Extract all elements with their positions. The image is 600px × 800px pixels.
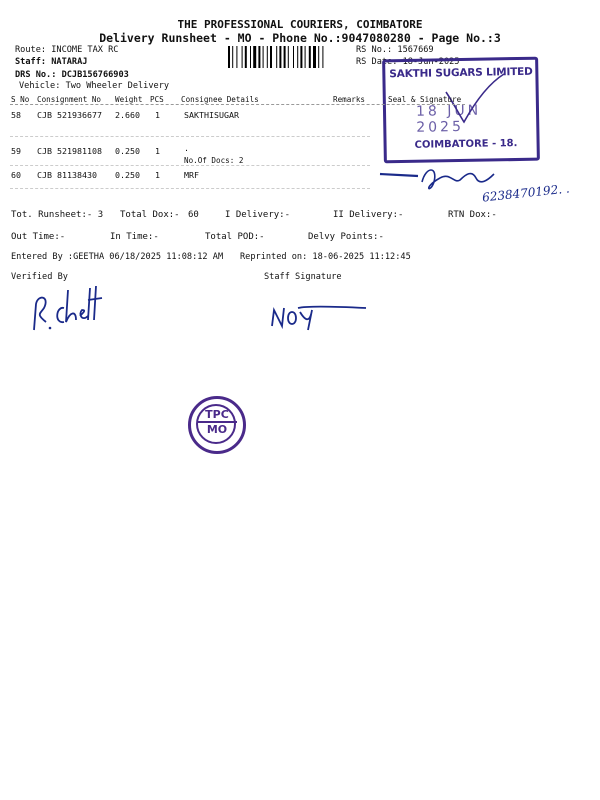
vehicle: Vehicle: Two Wheeler Delivery [19, 81, 170, 91]
table-row-doc-count: No.Of Docs: 2 [184, 156, 244, 165]
rtn-dox: RTN Dox:- [448, 210, 497, 220]
table-row-consignment: CJB 81138430 [37, 170, 97, 180]
row-divider [10, 188, 370, 189]
company-name: THE PROFESSIONAL COURIERS, COIMBATORE [177, 18, 423, 31]
route: Route: INCOME TAX RC [15, 45, 119, 55]
row-divider [10, 136, 370, 137]
header-divider [10, 104, 465, 105]
table-row-weight: 2.660 [115, 110, 140, 120]
barcode [228, 46, 348, 68]
runsheet-title: Delivery Runsheet - MO - Phone No.:9047080280 - Page No.:3 [99, 31, 501, 45]
rs-number: RS No.: 1567669 [356, 45, 434, 55]
col-consignee: Consignee Details [181, 95, 259, 104]
col-remarks: Remarks [333, 95, 366, 104]
out-time: Out Time:- [11, 232, 66, 242]
col-pcs: PCS [150, 95, 164, 104]
staff-signature [266, 296, 376, 332]
col-seal-signature: Seal & Signature [388, 95, 462, 104]
col-sno: S No [11, 95, 30, 104]
delivery-points: Delvy Points:- [308, 232, 384, 242]
table-row-pcs: 1 [155, 146, 160, 156]
table-row-pcs: 1 [155, 170, 160, 180]
table-row-consignee: MRF [184, 170, 199, 180]
table-row-consignee: SAKTHISUGAR [184, 110, 239, 120]
drs-number: DRS No.: DCJB156766903 [15, 70, 129, 80]
stamp-city: COIMBATORE - 18. [414, 138, 518, 151]
total-dox-value: 60 [188, 210, 199, 220]
tpc-round-stamp [188, 396, 246, 454]
verified-by-label: Verified By [11, 272, 68, 282]
first-delivery: I Delivery:- [225, 210, 291, 220]
total-runsheet: Tot. Runsheet:- 3 [11, 210, 104, 220]
total-dox-label: Total Dox:- [120, 210, 180, 220]
second-delivery: II Delivery:- [333, 210, 404, 220]
tpc-stamp-text: TPC [205, 408, 229, 421]
verifier-signature [28, 282, 108, 334]
table-row-weight: 0.250 [115, 146, 140, 156]
stamp-date: 18 JUN 2025 [415, 102, 482, 136]
in-time: In Time:- [110, 232, 159, 242]
staff: Staff: NATARAJ [15, 57, 88, 67]
tpc-stamp-code: MO [206, 423, 228, 436]
col-weight: Weight [115, 95, 143, 104]
col-consignment: Consignment No [37, 95, 102, 104]
table-row-consignment: CJB 521936677 [37, 110, 102, 120]
rs-date: RS Date: 18-Jun-2025 [356, 57, 460, 67]
table-row-sno: 58 [11, 110, 21, 120]
table-row-weight: 0.250 [115, 170, 140, 180]
stamp-company-name: SAKTHI SUGARS LIMITED [389, 65, 533, 81]
table-row-consignee: . [184, 143, 189, 153]
total-pod: Total POD:- [205, 232, 265, 242]
table-row-sno: 60 [11, 170, 21, 180]
reprinted-on: Reprinted on: 18-06-2025 11:12:45 [240, 252, 411, 262]
table-row-consignment: CJB 521981108 [37, 146, 102, 156]
table-row-pcs: 1 [155, 110, 160, 120]
table-row-sno: 59 [11, 146, 21, 156]
row-divider [10, 165, 370, 166]
staff-signature-label: Staff Signature [264, 272, 342, 282]
entered-by: Entered By :GEETHA 06/18/2025 11:08:12 AM [11, 252, 224, 262]
handwritten-phone: 6238470192. . [481, 181, 571, 205]
